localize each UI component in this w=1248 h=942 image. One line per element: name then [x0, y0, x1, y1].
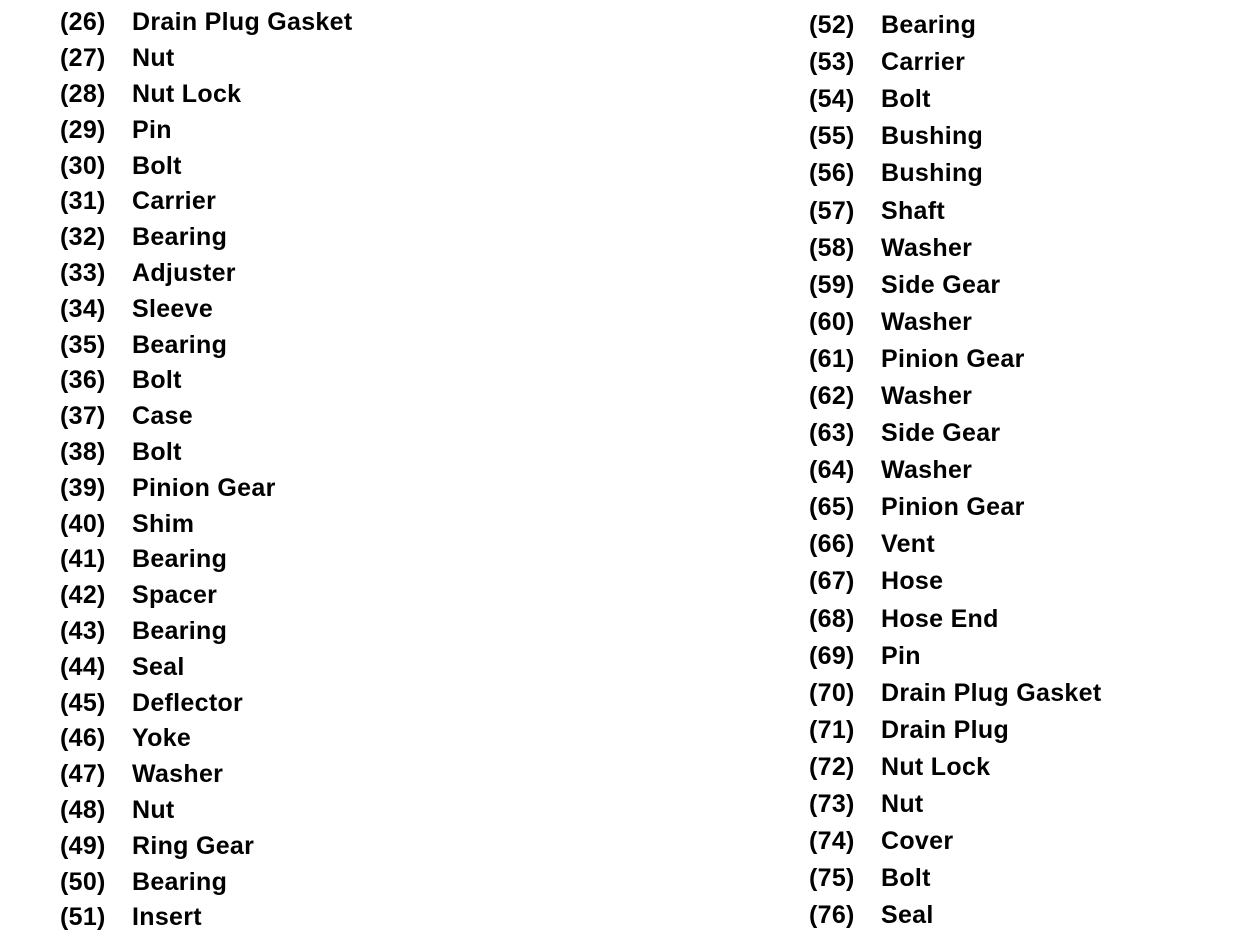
part-list-item: [809, 452, 1101, 489]
part-number: (50): [60, 867, 106, 896]
part-number: (53): [809, 48, 855, 77]
part-name: Bolt: [132, 151, 182, 180]
part-name: Bearing: [132, 545, 228, 574]
part-name: Pinion Gear: [881, 344, 1025, 373]
part-name: Shim: [132, 509, 195, 538]
part-name: Nut Lock: [132, 79, 242, 108]
part-list-item: [809, 712, 1101, 749]
part-name: Bearing: [132, 867, 228, 896]
part-name: Bearing: [132, 616, 228, 645]
part-name: Adjuster: [132, 258, 236, 287]
part-list-item: [60, 828, 352, 864]
part-name: Spacer: [132, 581, 218, 610]
part-list-item: [60, 649, 352, 685]
part-name: Drain Plug: [881, 715, 1010, 744]
part-list-item: [60, 721, 352, 757]
part-name: Bolt: [881, 864, 931, 893]
part-name: Pin: [881, 641, 921, 670]
part-number: (41): [60, 545, 106, 574]
part-name: Washer: [881, 233, 973, 262]
part-name: Bearing: [132, 330, 228, 359]
part-list-item: [60, 220, 352, 256]
part-number: (59): [809, 270, 855, 299]
part-number: (48): [60, 795, 106, 824]
part-name: Drain Plug Gasket: [881, 678, 1102, 707]
part-name: Nut Lock: [881, 752, 991, 781]
part-number: (35): [60, 330, 106, 359]
part-name: Bolt: [881, 85, 931, 114]
part-list-item: [809, 823, 1101, 860]
parts-legend-right-column: [809, 7, 1101, 934]
part-list-item: [60, 148, 352, 184]
part-number: (62): [809, 381, 855, 410]
part-number: (33): [60, 258, 106, 287]
part-number: (42): [60, 581, 106, 610]
part-list-item: [60, 184, 352, 220]
part-number: (56): [809, 159, 855, 188]
part-list-item: [60, 793, 352, 829]
part-number: (27): [60, 44, 106, 73]
part-name: Vent: [881, 530, 935, 559]
part-list-item: [809, 7, 1101, 44]
part-list-item: [60, 77, 352, 113]
part-name: Drain Plug Gasket: [132, 8, 353, 37]
part-list-item: [60, 435, 352, 471]
part-number: (26): [60, 8, 106, 37]
part-name: Washer: [881, 456, 973, 485]
part-name: Bearing: [881, 11, 977, 40]
part-number: (61): [809, 344, 855, 373]
part-list-item: [809, 415, 1101, 452]
part-number: (65): [809, 493, 855, 522]
parts-legend-left-column: [60, 5, 352, 936]
part-name: Cover: [881, 827, 954, 856]
part-list-item: [809, 749, 1101, 786]
part-list-item: [60, 506, 352, 542]
part-number: (60): [809, 307, 855, 336]
part-list-item: [809, 860, 1101, 897]
part-list-item: [60, 900, 352, 936]
part-number: (71): [809, 715, 855, 744]
part-list-item: [60, 5, 352, 41]
part-number: (51): [60, 903, 106, 932]
part-list-item: [809, 601, 1101, 638]
part-list-item: [809, 638, 1101, 675]
part-name: Nut: [132, 44, 175, 73]
part-list-item: [60, 41, 352, 77]
part-number: (28): [60, 79, 106, 108]
part-number: (32): [60, 223, 106, 252]
part-list-item: [809, 118, 1101, 155]
part-name: Bolt: [132, 366, 182, 395]
part-number: (45): [60, 688, 106, 717]
part-list-item: [809, 489, 1101, 526]
part-name: Carrier: [132, 187, 217, 216]
part-name: Ring Gear: [132, 831, 255, 860]
part-name: Bolt: [132, 437, 182, 466]
part-list-item: [60, 757, 352, 793]
part-list-item: [60, 363, 352, 399]
part-name: Bearing: [132, 223, 228, 252]
part-number: (55): [809, 122, 855, 151]
part-number: (29): [60, 115, 106, 144]
part-name: Sleeve: [132, 294, 214, 323]
part-list-item: [809, 786, 1101, 823]
part-list-item: [809, 897, 1101, 934]
part-list-item: [809, 192, 1101, 229]
part-number: (39): [60, 473, 106, 502]
part-list-item: [809, 675, 1101, 712]
part-name: Insert: [132, 903, 202, 932]
part-name: Hose: [881, 567, 944, 596]
part-list-item: [809, 155, 1101, 192]
part-name: Seal: [132, 652, 185, 681]
part-list-item: [60, 578, 352, 614]
part-number: (73): [809, 790, 855, 819]
part-number: (74): [809, 827, 855, 856]
part-list-item: [60, 327, 352, 363]
part-number: (75): [809, 864, 855, 893]
part-name: Side Gear: [881, 270, 1001, 299]
part-name: Deflector: [132, 688, 244, 717]
part-number: (36): [60, 366, 106, 395]
part-list-item: [809, 304, 1101, 341]
part-name: Bushing: [881, 159, 984, 188]
part-number: (57): [809, 196, 855, 225]
part-list-item: [809, 341, 1101, 378]
part-number: (68): [809, 604, 855, 633]
part-number: (34): [60, 294, 106, 323]
part-name: Shaft: [881, 196, 945, 225]
part-name: Case: [132, 402, 193, 431]
part-name: Washer: [132, 760, 224, 789]
part-list-item: [60, 864, 352, 900]
part-name: Nut: [132, 795, 175, 824]
part-list-item: [809, 81, 1101, 118]
part-number: (49): [60, 831, 106, 860]
part-number: (47): [60, 760, 106, 789]
part-list-item: [60, 399, 352, 435]
part-name: Nut: [881, 790, 924, 819]
part-list-item: [60, 256, 352, 292]
part-number: (63): [809, 419, 855, 448]
part-list-item: [809, 230, 1101, 267]
part-number: (70): [809, 678, 855, 707]
part-list-item: [60, 614, 352, 650]
part-number: (46): [60, 724, 106, 753]
part-list-item: [60, 470, 352, 506]
part-name: Seal: [881, 901, 934, 930]
part-number: (66): [809, 530, 855, 559]
part-number: (37): [60, 402, 106, 431]
part-name: Washer: [881, 381, 973, 410]
part-number: (76): [809, 901, 855, 930]
part-name: Hose End: [881, 604, 999, 633]
part-number: (40): [60, 509, 106, 538]
part-name: Yoke: [132, 724, 192, 753]
part-name: Carrier: [881, 48, 966, 77]
part-number: (31): [60, 187, 106, 216]
part-number: (38): [60, 437, 106, 466]
part-number: (43): [60, 616, 106, 645]
part-name: Washer: [881, 307, 973, 336]
part-list-item: [60, 542, 352, 578]
part-number: (52): [809, 11, 855, 40]
part-list-item: [809, 378, 1101, 415]
part-list-item: [809, 44, 1101, 81]
part-number: (72): [809, 752, 855, 781]
part-name: Side Gear: [881, 419, 1001, 448]
part-name: Pinion Gear: [881, 493, 1025, 522]
part-list-item: [809, 526, 1101, 563]
part-number: (44): [60, 652, 106, 681]
part-name: Bushing: [881, 122, 984, 151]
part-list-item: [60, 685, 352, 721]
part-name: Pinion Gear: [132, 473, 276, 502]
part-number: (69): [809, 641, 855, 670]
part-number: (67): [809, 567, 855, 596]
part-list-item: [60, 112, 352, 148]
part-number: (30): [60, 151, 106, 180]
part-number: (64): [809, 456, 855, 485]
part-list-item: [809, 267, 1101, 304]
part-name: Pin: [132, 115, 172, 144]
part-list-item: [60, 291, 352, 327]
part-number: (54): [809, 85, 855, 114]
part-number: (58): [809, 233, 855, 262]
part-list-item: [809, 563, 1101, 600]
